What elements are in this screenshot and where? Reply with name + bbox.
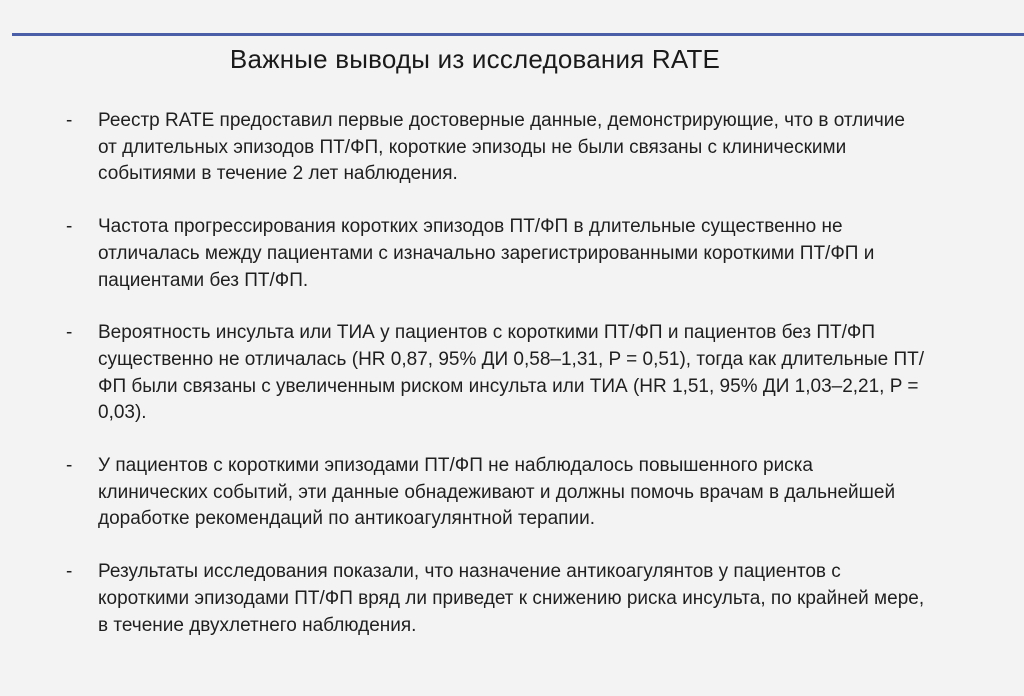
bullet-item bbox=[66, 320, 926, 427]
bullet-item bbox=[66, 453, 926, 533]
top-divider-line bbox=[12, 33, 1024, 36]
bullet-list bbox=[66, 108, 926, 665]
bullet-item bbox=[66, 559, 926, 639]
bullet-text: Частота прогрессирования коротких эпизодов ПТ/ФП в длительные существенно не отличалась между пациентами с изначально зарегистрированными короткими ПТ/ФП и пациентами без ПТ/ФП. bbox=[98, 216, 875, 291]
slide-title: Важные выводы из исследования RATE bbox=[229, 44, 721, 74]
bullet-marker: - bbox=[66, 561, 73, 583]
bullet-marker: - bbox=[66, 216, 73, 238]
bullet-item bbox=[66, 214, 926, 294]
bullet-text: Реестр RATE предоставил первые достоверные данные, демонстрирующие, что в отличие от длительных эпизодов ПТ/ФП, короткие эпизоды не были связаны с клиническими событиями в течение 2 лет наблюдения. bbox=[98, 110, 905, 185]
bullet-item bbox=[66, 108, 926, 188]
bullet-marker: - bbox=[66, 322, 73, 344]
bullet-text: Вероятность инсульта или ТИА у пациентов с короткими ПТ/ФП и пациентов без ПТ/ФП существенно не отличалась (HR 0,87, 95% ДИ 0,58–1,31, P = 0,51), тогда как длительные ПТ/ФП были связаны с увеличенным риском инсульта или ТИА (HR 1,51, 95% ДИ 1,03–2,21, P = 0,03). bbox=[98, 322, 925, 424]
bullet-text: Результаты исследования показали, что назначение антикоагулянтов у пациентов с короткими эпизодами ПТ/ФП вряд ли приведет к снижению риска инсульта, по крайней мере, в течение двухлетнего наблюдения. bbox=[98, 561, 925, 636]
bullet-marker: - bbox=[66, 110, 73, 131]
bullet-marker: - bbox=[66, 455, 73, 477]
bullet-text: У пациентов с короткими эпизодами ПТ/ФП не наблюдалось повышенного риска клинических событий, эти данные обнадеживают и должны помочь врачам в дальнейшей доработке рекомендаций по антикоагулянтной терапии. bbox=[98, 455, 896, 530]
